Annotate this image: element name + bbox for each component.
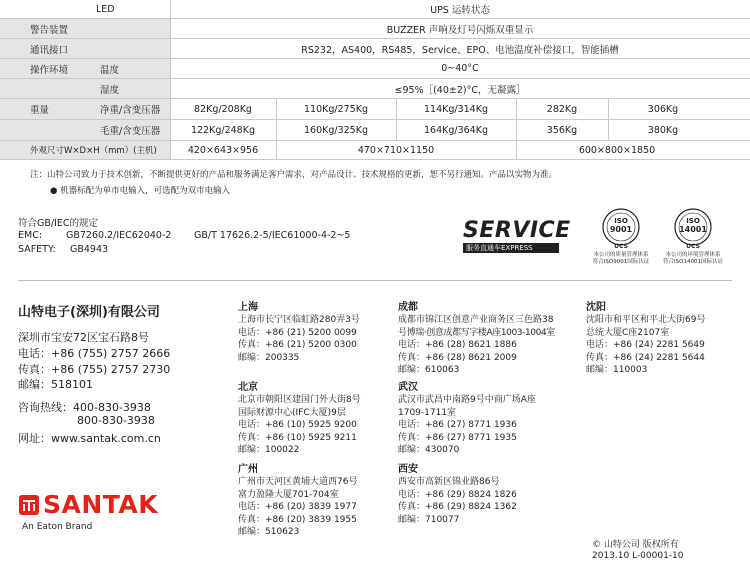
humidity-value: ≤95%［(40±2)°C，无凝露］ (394, 84, 526, 96)
office-city: 上海 (238, 302, 258, 313)
iso9001-top: ISO (614, 217, 628, 225)
office-city: 广州 (238, 464, 258, 475)
iso9001-caption-2: 符合ISO9001国际认证 (592, 259, 650, 265)
company-phone: 电话：+86 (755) 2757 2666 (18, 347, 171, 360)
spec-row-comm (0, 39, 750, 59)
iso14001-caption-1: 本公司的环境管理体系 (665, 252, 721, 258)
led-value: UPS 运转状态 (430, 5, 490, 16)
iso9001-caption-1: 本公司的质量管理体系 (593, 252, 649, 258)
net-weight-4: 282Kg (546, 103, 578, 115)
santak-logo (18, 491, 178, 531)
office-line: 邮编：200335 (238, 352, 300, 363)
office-line: 传真：+86 (29) 8824 1362 (398, 502, 517, 513)
company-hotline-2: 800-830-3938 (77, 414, 155, 427)
office-city: 北京 (238, 382, 258, 393)
emc-value-2: GB/T 17626.2-5/IEC61000-4-2~5 (194, 230, 351, 241)
office-line: 国际财源中心(IFC大厦)9层 (238, 407, 346, 418)
alarm-label: 警告装置 (30, 24, 69, 36)
company-hotline: 咨询热线：400-830-3938 (18, 401, 151, 414)
net-weight-2: 110Kg/275Kg (304, 103, 368, 115)
comm-label: 通讯接口 (30, 44, 69, 56)
company-fax: 传真：+86 (755) 2757 2730 (18, 363, 171, 376)
office-shanghai (238, 302, 360, 364)
office-line: 邮编：100022 (238, 445, 300, 456)
office-line: 传真：+86 (20) 3839 1955 (238, 514, 357, 525)
spec-row-gross-weight (0, 120, 750, 141)
office-line: 总统大厦C座2107室 (586, 327, 670, 338)
office-line: 邮编：610063 (398, 365, 460, 376)
iso9001-badge (588, 208, 654, 264)
gross-weight-4: 356Kg (546, 124, 578, 136)
spec-row-net-weight (0, 99, 750, 120)
led-label: LED (96, 3, 115, 15)
gross-weight-label: 毛重/含变压器 (100, 126, 161, 137)
net-weight-5: 306Kg (647, 103, 679, 115)
service-subtitle: 服务直通车EXPRESS (463, 243, 559, 253)
office-city: 成都 (398, 302, 418, 313)
emc-label: EMC: (18, 230, 43, 241)
office-line: 沈阳市和平区和平北大街69号 (586, 315, 706, 326)
office-line: 电话：+86 (21) 5200 0099 (238, 327, 357, 338)
emc-value: GB7260.2/IEC62040-2 (66, 230, 172, 241)
gross-weight-1: 122Kg/248Kg (191, 124, 255, 136)
iso9001-ucs: UCS (614, 243, 628, 250)
office-line: 电话：+86 (10) 5925 9200 (238, 420, 357, 431)
iso14001-number: 14001 (679, 225, 707, 234)
office-line: 邮编：430070 (398, 445, 460, 456)
dims-2: 470×710×1150 (357, 144, 435, 156)
iso14001-caption-2: 符合ISO14001国际认证 (663, 259, 723, 265)
net-weight-label: 净重/含变压器 (100, 105, 161, 116)
comm-value: RS232，AS400，RS485，Service、EPO、电池温度补偿接口，智能插槽 (301, 44, 619, 56)
company-address: 深圳市宝安72区宝石路8号 (18, 331, 149, 344)
office-line: 号博瑞·创意成都写字楼A座1003-1004室 (398, 327, 555, 338)
standards-heading: 符合GB/IEC的规定 (18, 218, 99, 229)
office-chengdu (398, 302, 555, 376)
net-weight-3: 114Kg/314Kg (424, 103, 488, 115)
office-line: 上海市长宁区临虹路280弄3号 (238, 315, 360, 326)
temp-value: 0~40°C (441, 63, 479, 74)
office-line: 1709-1711室 (398, 407, 457, 418)
spec-row-led (0, 0, 750, 19)
company-zip: 邮编：518101 (18, 378, 93, 391)
gross-weight-2: 160Kg/325Kg (304, 124, 368, 136)
iso14001-badge (660, 208, 726, 264)
service-title: SERVICE (463, 218, 571, 243)
office-line: 广州市天河区黄埔大道西76号 (238, 477, 358, 488)
office-xian (398, 464, 517, 526)
office-line: 西安市高新区锦业路86号 (398, 477, 500, 488)
office-line: 电话：+86 (29) 8824 1826 (398, 489, 517, 500)
spec-row-humidity (0, 79, 750, 99)
office-line: 邮编：710077 (398, 514, 460, 525)
net-weight-1: 82Kg/208Kg (194, 103, 252, 115)
santak-wordmark: SANTAK (43, 490, 159, 519)
eaton-brand: An Eaton Brand (22, 522, 93, 532)
service-express-badge (463, 218, 571, 255)
office-line: 电话：+86 (27) 8771 1936 (398, 420, 517, 431)
office-line: 北京市朝阳区建国门外大街8号 (238, 395, 361, 406)
company-name: 山特电子(深圳)有限公司 (18, 305, 160, 320)
office-city: 西安 (398, 464, 418, 475)
dims-label: 外观尺寸W×D×H（mm）(主机) (30, 146, 157, 156)
footer-copyright: © 山特公司 版权所有 (592, 540, 679, 550)
gross-weight-3: 164Kg/364Kg (424, 124, 488, 136)
safety-value: GB4943 (70, 244, 109, 255)
spec-row-temp (0, 59, 750, 79)
humidity-label: 湿度 (100, 84, 120, 96)
iso14001-ucs: UCS (686, 243, 700, 250)
office-line: 富力盈隆大厦701-704室 (238, 489, 339, 500)
env-label: 操作环境 (30, 64, 69, 76)
office-line: 传真：+86 (28) 8621 2009 (398, 352, 517, 363)
safety-label: SAFETY: (18, 244, 56, 255)
dims-3: 600×800×1850 (578, 144, 656, 156)
office-line: 武汉市武昌中南路9号中商广场A座 (398, 395, 536, 406)
office-beijing (238, 382, 361, 456)
office-wuhan (398, 382, 536, 456)
office-city: 沈阳 (586, 302, 606, 313)
weight-label: 重量 (30, 105, 50, 116)
gross-weight-5: 380Kg (647, 124, 679, 136)
iso14001-top: ISO (686, 217, 700, 225)
spec-row-dimensions (0, 141, 750, 160)
office-line: 传真：+86 (10) 5925 9211 (238, 432, 357, 443)
office-line: 传真：+86 (24) 2281 5644 (586, 352, 705, 363)
office-shenyang (586, 302, 705, 376)
note-disclaimer: 注：山特公司致力于技术创新，不断提供更好的产品和服务满足客户需求，对产品设计、技术规格的更新，恕不另行通知。产品以实物为准。 (30, 170, 558, 180)
office-line: 电话：+86 (20) 3839 1977 (238, 502, 357, 513)
section-divider (18, 280, 732, 281)
office-line: 成都市锦江区创意产业商务区三色路38 (398, 315, 554, 326)
office-line: 邮编：110003 (586, 365, 648, 376)
office-line: 电话：+86 (28) 8621 1886 (398, 340, 517, 351)
alarm-value: BUZZER 声响及灯号闪烁双重显示 (386, 24, 534, 36)
santak-emblem-icon (18, 494, 40, 516)
spec-row-alarm (0, 19, 750, 39)
temp-label: 温度 (100, 64, 120, 76)
office-guangzhou (238, 464, 357, 538)
footer-code: 2013.10 L-00001-10 (592, 551, 684, 561)
office-line: 传真：+86 (21) 5200 0300 (238, 340, 357, 351)
office-line: 邮编：510623 (238, 527, 300, 538)
iso9001-number: 9001 (609, 225, 633, 234)
office-city: 武汉 (398, 382, 418, 393)
company-website: 网址：www.santak.com.cn (18, 432, 161, 445)
office-line: 电话：+86 (24) 2281 5649 (586, 340, 705, 351)
dims-1: 420×643×956 (187, 144, 259, 156)
note-input: ● 机器标配为单市电输入，可选配为双市电输入 (50, 186, 231, 196)
office-line: 传真：+86 (27) 8771 1935 (398, 432, 517, 443)
